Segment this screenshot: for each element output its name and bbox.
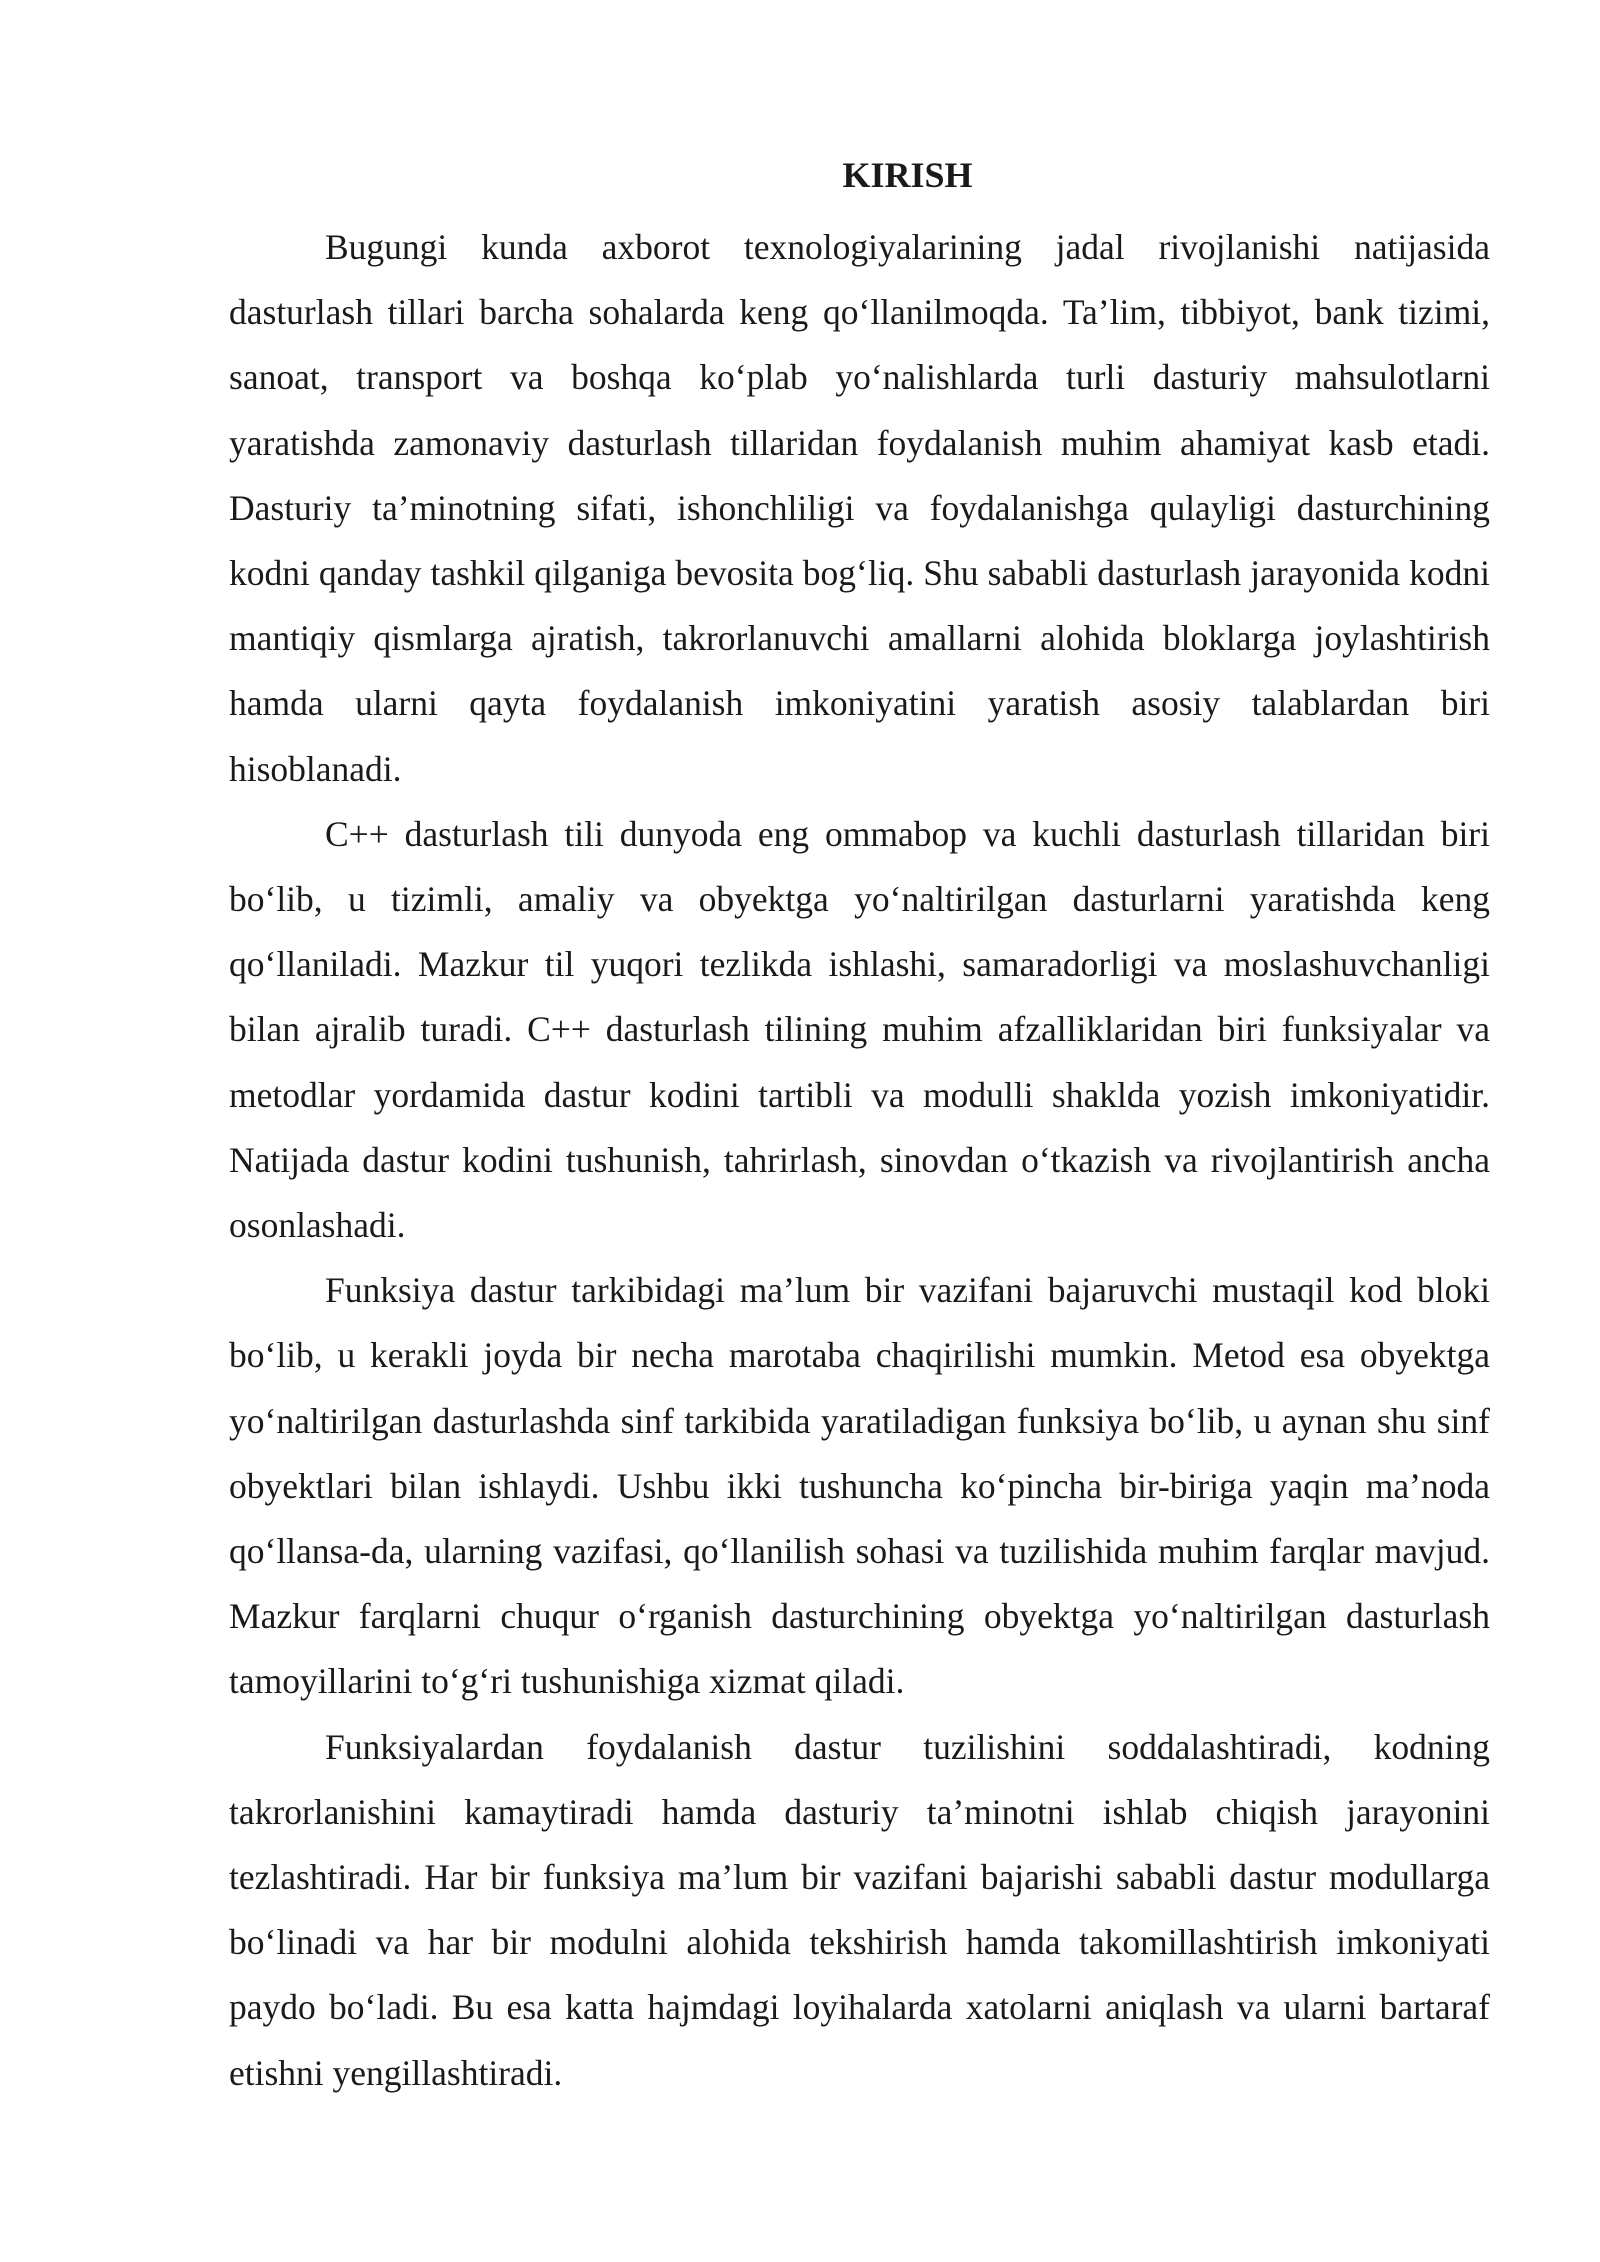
paragraph-4: Funksiyalardan foydalanish dastur tuzilishini soddalashtiradi, kodning takrorlanishini kamaytiradi hamda dasturiy ta’minotni ishlab chiqish jarayonini tezlashtiradi. Har bir funksiya ma’lum bir vazifani bajarishi sababli dastur modullarga bo‘linadi va har bir modulni alohida tekshirish hamda takomillashtirish imkoniyati paydo bo‘ladi. Bu esa katta hajmdagi loyihalarda xatolarni aniqlash va ularni bartaraf etishni yengillashtiradi. [229, 1726, 1490, 2093]
page-title: KIRISH [842, 155, 973, 195]
document-body [229, 150, 1490, 2106]
paragraph-1: Bugungi kunda axborot texnologiyalarining jadal rivojlanishi natijasida dasturlash tillari barcha sohalarda keng qo‘llanilmoqda. Ta’lim, tibbiyot, bank tizimi, sanoat, transport va boshqa ko‘plab yo‘nalishlarda turli dasturiy mahsulotlarni yaratishda zamonaviy dasturlash tillaridan foydalanish muhim ahamiyat kasb etadi. Dasturiy ta’minotning sifati, ishonchliligi va foydalanishga qulayligi dasturchining kodni qanday tashkil qilganiga bevosita bog‘liq. Shu sababli dasturlash jarayonida kodni mantiqiy qismlarga ajratish, takrorlanuvchi amallarni alohida bloklarga joylashtirish hamda ularni qayta foydalanish imkoniyatini yaratish asosiy talablardan biri hisoblanadi. [229, 227, 1490, 789]
paragraph-2: C++ dasturlash tili dunyoda eng ommabop va kuchli dasturlash tillaridan biri bo‘lib, u tizimli, amaliy va obyektga yo‘naltirilgan dasturlarni yaratishda keng qo‘llaniladi. Mazkur til yuqori tezlikda ishlashi, samaradorligi va moslashuvchanligi bilan ajralib turadi. C++ dasturlash tilining muhim afzalliklaridan biri funksiyalar va metodlar yordamida dastur kodini tartibli va modulli shaklda yozish imkoniyatidir. Natijada dastur kodini tushunish, tahrirlash, sinovdan o‘tkazish va rivojlantirish ancha osonlashadi. [229, 813, 1490, 1246]
paragraph-3: Funksiya dastur tarkibidagi ma’lum bir vazifani bajaruvchi mustaqil kod bloki bo‘lib, u kerakli joyda bir necha marotaba chaqirilishi mumkin. Metod esa obyektga yo‘naltirilgan dasturlashda sinf tarkibida yaratiladigan funksiya bo‘lib, u aynan shu sinf obyektlari bilan ishlaydi. Ushbu ikki tushuncha ko‘pincha bir-biriga yaqin ma’noda qo‘llansa-da, ularning vazifasi, qo‘llanilish sohasi va tuzilishida muhim farqlar mavjud. Mazkur farqlarni chuqur o‘rganish dasturchining obyektga yo‘naltirilgan dasturlash tamoyillarini to‘g‘ri tushunishiga xizmat qiladi. [229, 1270, 1490, 1702]
